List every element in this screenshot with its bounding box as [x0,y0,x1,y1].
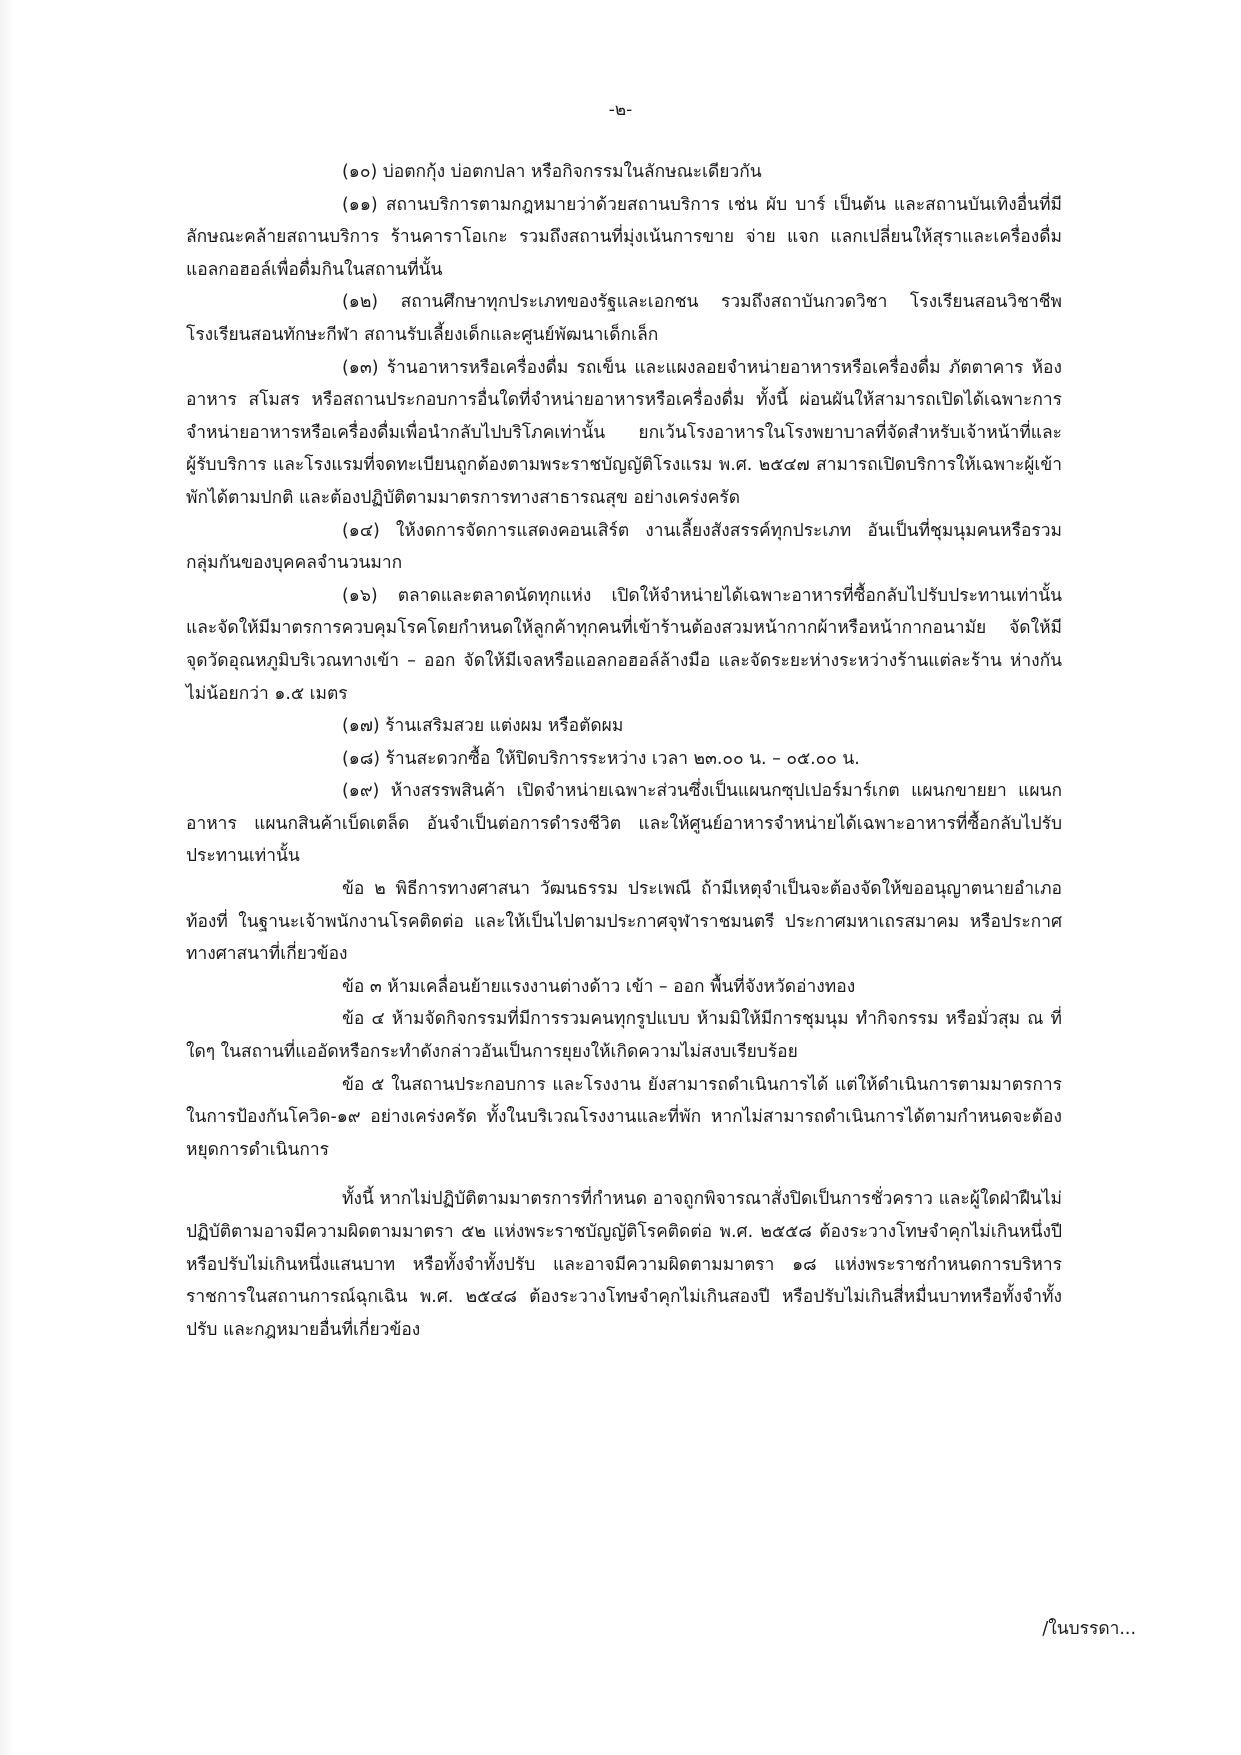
item-14: (๑๔) ให้งดการจัดการแสดงคอนเสิร์ต งานเลี้ยงสังสรรค์ทุกประเภท อันเป็นที่ชุมนุมคนหรือรวมกลุ่มกันของบุคคลจำนวนมาก [186,520,1062,574]
clause-4: ข้อ ๔ ห้ามจัดกิจกรรมที่มีการรวมคนทุกรูปแบบ ห้ามมิให้มีการชุมนุม ทำกิจกรรม หรือมั่วสุม ณ ที่ใดๆ ในสถานที่แออัดหรือกระทำดังกล่าวอันเป็นการยุยงให้เกิดความไม่สงบเรียบร้อย [186,1009,1062,1063]
clause-3: ข้อ ๓ ห้ามเคลื่อนย้ายแรงงานต่างด้าว เข้า – ออก พื้นที่จังหวัดอ่างทอง [342,976,856,997]
scan-edge [0,0,14,1755]
item-12: (๑๒) สถานศึกษาทุกประเภทของรัฐและเอกชน รวมถึงสถาบันกวดวิชา โรงเรียนสอนวิชาชีพ โรงเรียนสอนทักษะกีฬา สถานรับเลี้ยงเด็กและศูนย์พัฒนาเด็กเล็ก [186,292,1062,345]
item-18: (๑๘) ร้านสะดวกซื้อ ให้ปิดบริการระหว่าง เวลา ๒๓.๐๐ น. – ๐๕.๐๐ น. [342,748,860,769]
continuation-note: /ในบรรดา... [1042,1619,1136,1639]
item-16: (๑๖) ตลาดและตลาดนัดทุกแห่ง เปิดให้จำหน่ายได้เฉพาะอาหารที่ซื้อกลับไปรับประทานเท่านั้น และจัดให้มีมาตรการควบคุมโรคโดยกำหนดให้ลูกค้าทุกคนที่เข้าร้านต้องสวมหน้ากากผ้าหรือหน้ากากอนามัย จัดให้มีจุดวัดอุณหภูมิบริเวณทางเข้า – ออก จัดให้มีเจลหรือแอลกอฮอล์ล้างมือ และจัดระยะห่างระหว่างร้านแต่ละร้าน ห่างกันไม่น้อยกว่า ๑.๕ เมตร [186,585,1062,704]
clause-2: ข้อ ๒ พิธีการทางศาสนา วัฒนธรรม ประเพณี ถ้ามีเหตุจำเป็นจะต้องจัดให้ขออนุญาตนายอำเภอท้องที่ ในฐานะเจ้าพนักงานโรคติดต่อ และให้เป็นไปตามประกาศจุฬาราชมนตรี ประกาศมหาเถรสมาคม หรือประกาศทางศาสนาที่เกี่ยวข้อง [186,879,1062,965]
item-19: (๑๙) ห้างสรรพสินค้า เปิดจำหน่ายเฉพาะส่วนซึ่งเป็นแผนกซุปเปอร์มาร์เกต แผนกขายยา แผนกอาหาร แผนกสินค้าเบ็ดเตล็ด อันจำเป็นต่อการดำรงชีวิต และให้ศูนย์อาหารจำหน่ายได้เฉพาะอาหารที่ซื้อกลับไปรับประทานเท่านั้น [186,781,1062,867]
page-number: -๒- [608,100,633,120]
item-10: (๑๐) บ่อตกกุ้ง บ่อตกปลา หรือกิจกรรมในลักษณะเดียวกัน [342,162,762,182]
item-17: (๑๗) ร้านเสริมสวย แต่งผม หรือตัดผม [342,716,624,737]
clause-5: ข้อ ๕ ในสถานประกอบการ และโรงงาน ยังสามารถดำเนินการได้ แต่ให้ดำเนินการตามมาตรการในการป้องกันโควิด-๑๙ อย่างเคร่งครัด ทั้งในบริเวณโรงงานและที่พัก หากไม่สามารถดำเนินการได้ตามกำหนดจะต้องหยุดการดำเนินการ [186,1074,1062,1160]
penalty-paragraph: ทั้งนี้ หากไม่ปฏิบัติตามมาตรการที่กำหนด อาจถูกพิจารณาสั่งปิดเป็นการชั่วคราว และผู้ใดฝ่าฝืนไม่ปฏิบัติตามอาจมีความผิดตามมาตรา ๕๒ แห่งพระราชบัญญัติโรคติดต่อ พ.ศ. ๒๕๕๘ ต้องระวางโทษจำคุกไม่เกินหนึ่งปี หรือปรับไม่เกินหนึ่งแสนบาท หรือทั้งจำทั้งปรับ และอาจมีความผิดตามมาตรา ๑๘ แห่งพระราชกำหนดการบริหารราชการในสถานการณ์ฉุกเฉิน พ.ศ. ๒๕๔๘ ต้องระวางโทษจำคุกไม่เกินสองปี หรือปรับไม่เกินสี่หมื่นบาทหรือทั้งจำทั้งปรับ และกฎหมายอื่นที่เกี่ยวข้อง [186,1189,1062,1340]
document-body [186,156,1062,1346]
item-13: (๑๓) ร้านอาหารหรือเครื่องดื่ม รถเข็น และแผงลอยจำหน่ายอาหารหรือเครื่องดื่ม ภัตตาคาร ห้องอาหาร สโมสร หรือสถานประกอบการอื่นใดที่จำหน่ายอาหารหรือเครื่องดื่ม ทั้งนี้ ผ่อนผันให้สามารถเปิดได้เฉพาะการจำหน่ายอาหารหรือเครื่องดื่มเพื่อนำกลับไปบริโภคเท่านั้น ยกเว้นโรงอาหารในโรงพยาบาลที่จัดสำหรับเจ้าหน้าที่และผู้รับบริการ และโรงแรมที่จดทะเบียนถูกต้องตามพระราชบัญญัติโรงแรม พ.ศ. ๒๕๔๗ สามารถเปิดบริการให้เฉพาะผู้เข้าพักได้ตามปกติ และต้องปฏิบัติตามมาตรการทางสาธารณสุข อย่างเคร่งครัด [186,357,1062,508]
item-11: (๑๑) สถานบริการตามกฎหมายว่าด้วยสถานบริการ เช่น ผับ บาร์ เป็นต้น และสถานบันเทิงอื่นที่มีลักษณะคล้ายสถานบริการ ร้านคาราโอเกะ รวมถึงสถานที่มุ่งเน้นการขาย จ่าย แจก แลกเปลี่ยนให้สุราและเครื่องดื่มแอลกอฮอล์เพื่อดื่มกินในสถานที่นั้น [186,194,1062,280]
